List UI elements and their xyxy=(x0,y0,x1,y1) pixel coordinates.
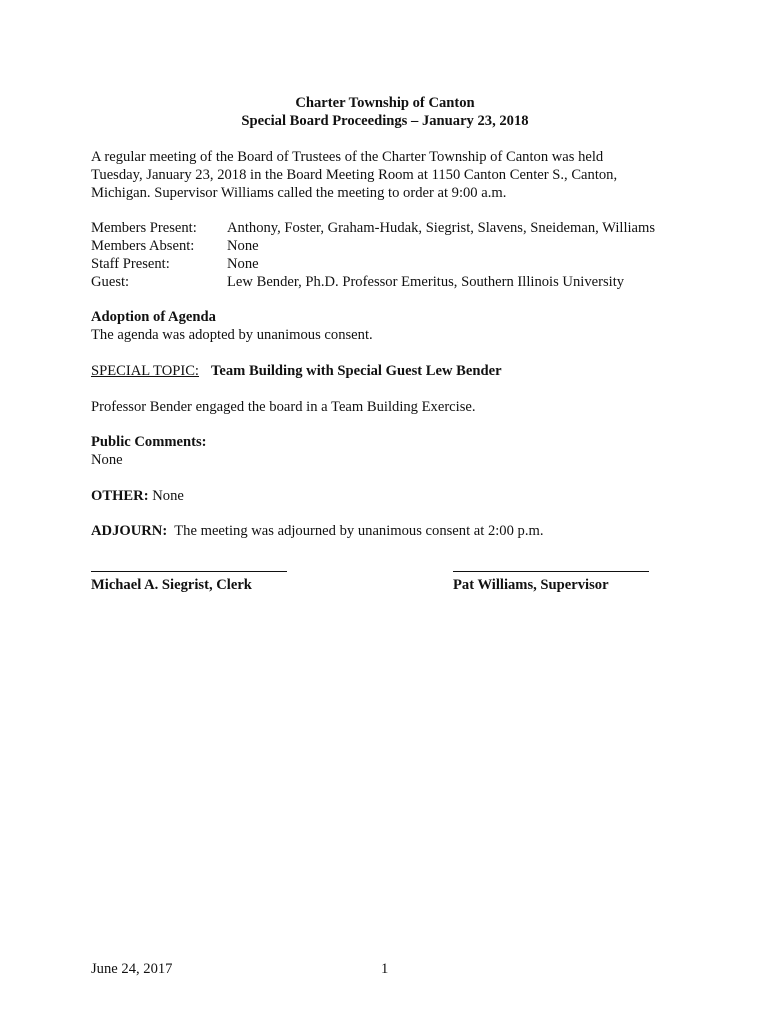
attendance-label: Staff Present: xyxy=(91,256,170,272)
document-header xyxy=(0,94,770,130)
footer-date: June 24, 2017 xyxy=(91,961,173,977)
agenda-section xyxy=(91,308,711,344)
attendance-value: None xyxy=(227,256,259,272)
intro-paragraph xyxy=(91,148,691,202)
other-label: OTHER: xyxy=(91,488,149,504)
adjourn-label: ADJOURN: xyxy=(91,523,168,539)
document-subtitle: Special Board Proceedings – January 23, 2018 xyxy=(241,113,529,129)
special-topic-label: SPECIAL TOPIC: xyxy=(91,363,199,379)
page-number: 1 xyxy=(381,961,389,977)
attendance-label: Members Present: xyxy=(91,220,197,236)
special-topic-heading xyxy=(91,362,711,380)
agenda-heading: Adoption of Agenda xyxy=(91,309,216,325)
document-title: Charter Township of Canton xyxy=(295,95,475,111)
supervisor-signature-line xyxy=(453,571,649,572)
attendance-list xyxy=(91,219,741,291)
attendance-label: Guest: xyxy=(91,274,130,290)
attendance-row xyxy=(91,219,741,237)
public-comments-section xyxy=(91,433,711,469)
intro-line: Tuesday, January 23, 2018 in the Board Meeting Room at 1150 Canton Center S., Canton, xyxy=(91,167,618,183)
attendance-label: Members Absent: xyxy=(91,238,195,254)
intro-line: A regular meeting of the Board of Trustees of the Charter Township of Canton was held xyxy=(91,149,604,165)
attendance-value: None xyxy=(227,238,259,254)
clerk-signature-line xyxy=(91,571,287,572)
public-comments-text: None xyxy=(91,452,123,468)
agenda-text: The agenda was adopted by unanimous consent. xyxy=(91,327,373,343)
special-topic-text: Professor Bender engaged the board in a Team Building Exercise. xyxy=(91,399,476,415)
clerk-signature-name: Michael A. Siegrist, Clerk xyxy=(91,577,252,593)
public-comments-heading: Public Comments: xyxy=(91,434,207,450)
attendance-row xyxy=(91,237,741,255)
adjourn-text: The meeting was adjourned by unanimous consent at 2:00 p.m. xyxy=(174,523,544,539)
special-topic-title: Team Building with Special Guest Lew Bender xyxy=(211,363,502,379)
attendance-value: Anthony, Foster, Graham-Hudak, Siegrist, Slavens, Sneideman, Williams xyxy=(227,220,656,236)
attendance-row xyxy=(91,273,741,291)
other-section xyxy=(91,487,711,505)
adjourn-section xyxy=(91,522,711,540)
supervisor-signature-name: Pat Williams, Supervisor xyxy=(453,577,609,593)
other-text: None xyxy=(152,488,184,504)
attendance-row xyxy=(91,255,741,273)
attendance-value: Lew Bender, Ph.D. Professor Emeritus, Southern Illinois University xyxy=(227,274,625,290)
intro-line: Michigan. Supervisor Williams called the meeting to order at 9:00 a.m. xyxy=(91,185,507,201)
